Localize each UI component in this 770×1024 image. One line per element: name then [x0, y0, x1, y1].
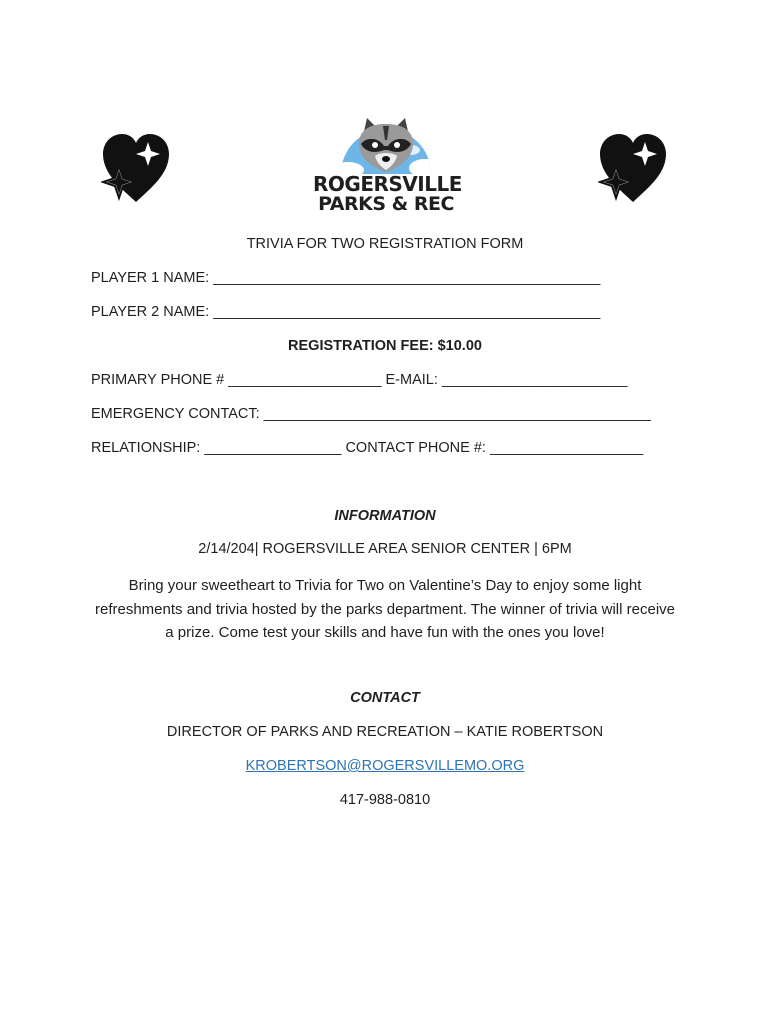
form-title: TRIVIA FOR TWO REGISTRATION FORM — [246, 236, 524, 252]
contact-heading: CONTACT — [350, 690, 420, 706]
event-details: 2/14/204| ROGERSVILLE AREA SENIOR CENTER | 6PM — [198, 541, 572, 557]
raccoon-logo — [313, 100, 462, 215]
phone-email-field: PRIMARY PHONE # ___________________ E-MAIL: _______________________ — [91, 372, 628, 388]
heart-sparkle-icon — [598, 132, 668, 204]
player1-name-field: PLAYER 1 NAME: ________________________________________________ — [91, 270, 601, 286]
information-heading: INFORMATION — [334, 508, 436, 524]
player2-name-field: PLAYER 2 NAME: ________________________________________________ — [91, 304, 601, 320]
logo-title-line1: ROGERSVILLE — [313, 172, 462, 196]
emergency-contact-field: EMERGENCY CONTACT: ________________________________________________ — [91, 406, 651, 422]
contact-email-link[interactable]: KROBERTSON@ROGERSVILLEMO.ORG — [245, 758, 525, 774]
director-name: DIRECTOR OF PARKS AND RECREATION – KATIE ROBERTSON — [166, 724, 604, 740]
relationship-field: RELATIONSHIP: _________________ CONTACT PHONE #: ___________________ — [91, 440, 644, 456]
registration-fee: REGISTRATION FEE: $10.00 — [288, 338, 482, 354]
contact-phone: 417-988-0810 — [339, 792, 431, 808]
event-description: Bring your sweetheart to Trivia for Two on Valentine’s Day to enjoy some light refreshments and trivia hosted by the parks department. The winner of trivia will receive a prize. Come test your skills and have fun with the ones you love! — [95, 577, 675, 641]
heart-sparkle-icon — [101, 132, 171, 204]
raccoon-emblem-icon — [313, 100, 459, 174]
logo-title-line2: PARKS & REC — [318, 193, 454, 215]
